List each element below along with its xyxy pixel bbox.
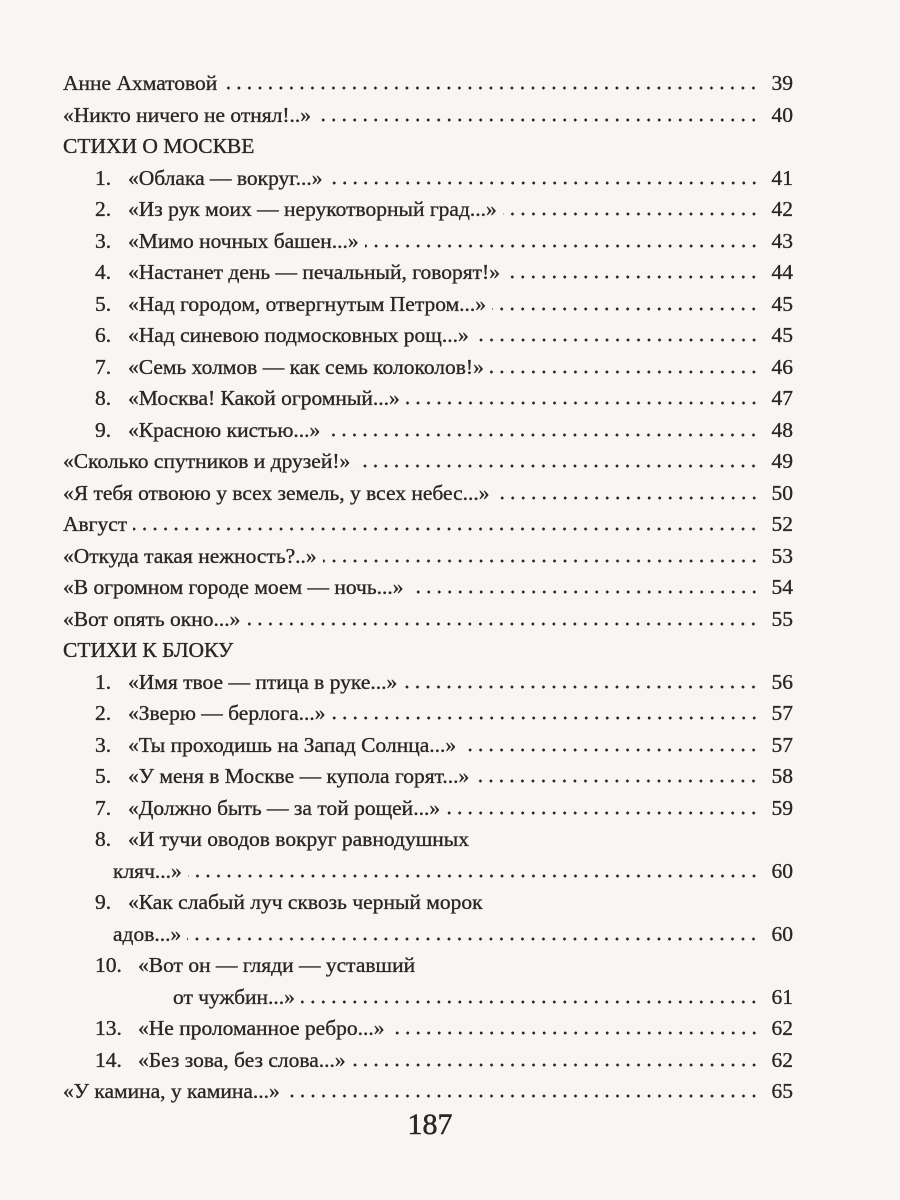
dot-leader [352, 1063, 759, 1067]
entry-page: 49 [771, 449, 793, 473]
dot-leader [492, 307, 759, 311]
entry-title: «И тучи оводов вокруг равнодушных [128, 827, 469, 851]
dot-leader [475, 338, 759, 342]
entry-page: 39 [771, 71, 793, 95]
toc-entry [63, 667, 793, 699]
dot-leader [223, 86, 759, 90]
entry-number: 2. [95, 701, 112, 725]
dot-leader [365, 244, 759, 248]
entry-title-continued: адов...» [113, 921, 182, 946]
entry-page: 41 [771, 165, 793, 190]
toc-entry [63, 1076, 793, 1108]
toc-entry [63, 604, 793, 636]
entry-title: «Над синевою подмосковных рощ...» [128, 323, 469, 347]
entry-page: 50 [771, 480, 793, 505]
toc-entry [63, 887, 793, 919]
entry-page: 44 [771, 260, 793, 284]
entry-title: Анне Ахматовой [63, 71, 218, 95]
dot-leader [301, 1000, 759, 1004]
entry-title: «Облака — вокруг...» [128, 165, 323, 190]
toc-entry [63, 793, 793, 825]
entry-page: 54 [771, 575, 793, 599]
entry-page: 48 [771, 417, 793, 442]
toc-entry [63, 320, 793, 352]
entry-page: 52 [771, 512, 793, 536]
entry-title: «Настанет день — печальный, говорят!» [128, 260, 500, 284]
entry-number: 5. [95, 764, 112, 788]
dot-leader [446, 811, 759, 815]
entry-page: 57 [771, 732, 793, 757]
toc-entry [63, 761, 793, 793]
entry-page: 46 [771, 354, 793, 379]
entry-page: 47 [771, 386, 793, 410]
toc-entry-continuation [63, 919, 793, 951]
entry-title: «Ты проходишь на Запад Солнца...» [128, 732, 457, 757]
dot-leader [332, 716, 759, 720]
dot-leader [475, 779, 759, 783]
entry-page: 40 [771, 102, 793, 127]
entry-number: 10. [95, 953, 122, 977]
dot-leader [329, 181, 759, 185]
entry-title: «Без зова, без слова...» [138, 1047, 346, 1072]
entry-number: 13. [95, 1016, 122, 1040]
entry-page: 59 [771, 795, 793, 820]
entry-page: 43 [771, 228, 793, 253]
entry-title: «Из рук моих — нерукотворный град...» [128, 197, 497, 221]
entry-number: 14. [95, 1047, 122, 1072]
toc-entry [63, 163, 793, 195]
toc-entry [63, 698, 793, 730]
entry-title-continued: кляч...» [113, 858, 182, 883]
dot-leader [323, 559, 759, 563]
entry-title: «Красною кистью...» [128, 417, 321, 442]
entry-number: 3. [95, 228, 112, 253]
entry-number: 1. [95, 669, 112, 694]
toc-entry [63, 1013, 793, 1045]
toc-entry [63, 226, 793, 258]
dot-leader [326, 433, 759, 437]
dot-leader [496, 496, 759, 500]
toc-entry [63, 730, 793, 762]
entry-title: «Зверю — берлога...» [128, 701, 326, 725]
toc-entry [63, 68, 793, 100]
entry-page: 65 [771, 1079, 793, 1103]
entry-title: «Я тебя отвоюю у всех земель, у всех небес...» [63, 480, 490, 505]
toc-entry [63, 1045, 793, 1077]
entry-title: «Откуда такая нежность?..» [63, 543, 317, 568]
entry-title: «У камина, у камина...» [63, 1079, 280, 1103]
dot-leader [406, 401, 759, 405]
dot-leader [356, 464, 759, 468]
entry-number: 7. [95, 795, 112, 820]
entry-number: 5. [95, 291, 112, 316]
toc-entry [63, 352, 793, 384]
entry-number: 6. [95, 323, 112, 347]
entry-title: «Москва! Какой огромный...» [128, 386, 400, 410]
entry-number: 7. [95, 354, 112, 379]
entry-page: 45 [771, 323, 793, 347]
entry-page: 60 [771, 921, 793, 946]
toc-entry [63, 950, 793, 982]
toc-entry [63, 289, 793, 321]
table-of-contents [63, 68, 793, 1108]
entry-page: 61 [771, 984, 793, 1009]
entry-title: Август [63, 512, 128, 536]
entry-title: «Имя твое — птица в руке...» [128, 669, 398, 694]
section-heading: СТИХИ О МОСКВЕ [63, 134, 255, 158]
entry-page: 53 [771, 543, 793, 568]
entry-number: 1. [95, 165, 112, 190]
dot-leader [133, 527, 759, 531]
dot-leader [462, 748, 759, 752]
entry-page: 55 [771, 606, 793, 631]
entry-page: 58 [771, 764, 793, 788]
entry-title: «Вот он — гляди — уставший [138, 953, 416, 977]
toc-entry [63, 478, 793, 510]
toc-entry [63, 824, 793, 856]
entry-title: «Должно быть — за той рощей...» [128, 795, 441, 820]
entry-page: 62 [771, 1016, 793, 1040]
entry-title: «Сколько спутников и друзей!» [63, 449, 351, 473]
entry-title: «Как слабый луч сквозь черный морок [128, 890, 483, 914]
entry-page: 57 [771, 701, 793, 725]
entry-title: «Вот опять окно...» [63, 606, 241, 631]
toc-entry [63, 383, 793, 415]
dot-leader [187, 937, 759, 941]
entry-title: «Мимо ночных башен...» [128, 228, 359, 253]
toc-entry [63, 572, 793, 604]
toc-entry [63, 415, 793, 447]
entry-number: 3. [95, 732, 112, 757]
section-heading: СТИХИ К БЛОКУ [63, 638, 234, 662]
toc-entry [63, 541, 793, 573]
entry-title: «Никто ничего не отнял!..» [63, 102, 312, 127]
entry-number: 4. [95, 260, 112, 284]
toc-entry [63, 194, 793, 226]
toc-entry [63, 257, 793, 289]
dot-leader [503, 212, 759, 216]
entry-page: 56 [771, 669, 793, 694]
entry-title: «Над городом, отвергнутым Петром...» [128, 291, 487, 316]
dot-leader [188, 874, 759, 878]
dot-leader [490, 370, 759, 374]
entry-number: 9. [95, 417, 112, 442]
toc-entry [63, 100, 793, 132]
dot-leader [286, 1094, 759, 1098]
entry-title: «Не проломанное ребро...» [138, 1016, 385, 1040]
entry-title: «У меня в Москве — купола горят...» [128, 764, 470, 788]
entry-title: «В огромном городе моем — ночь...» [63, 575, 404, 599]
toc-entry-continuation [63, 856, 793, 888]
toc-entry [63, 509, 793, 541]
toc-entry-continuation [63, 982, 793, 1014]
dot-leader [410, 590, 759, 594]
entry-number: 2. [95, 197, 112, 221]
toc-entry [63, 446, 793, 478]
dot-leader [403, 685, 759, 689]
dot-leader [317, 118, 759, 122]
entry-number: 8. [95, 827, 112, 851]
dot-leader [246, 622, 759, 626]
entry-page: 60 [771, 858, 793, 883]
entry-number: 8. [95, 386, 112, 410]
entry-number: 9. [95, 890, 112, 914]
entry-page: 62 [771, 1047, 793, 1072]
dot-leader [391, 1031, 759, 1035]
page-number: 187 [407, 1108, 453, 1141]
entry-page: 42 [771, 197, 793, 221]
entry-title-continued: от чужбин...» [173, 984, 295, 1009]
entry-page: 45 [771, 291, 793, 316]
entry-title: «Семь холмов — как семь колоколов!» [128, 354, 484, 379]
dot-leader [506, 275, 759, 279]
